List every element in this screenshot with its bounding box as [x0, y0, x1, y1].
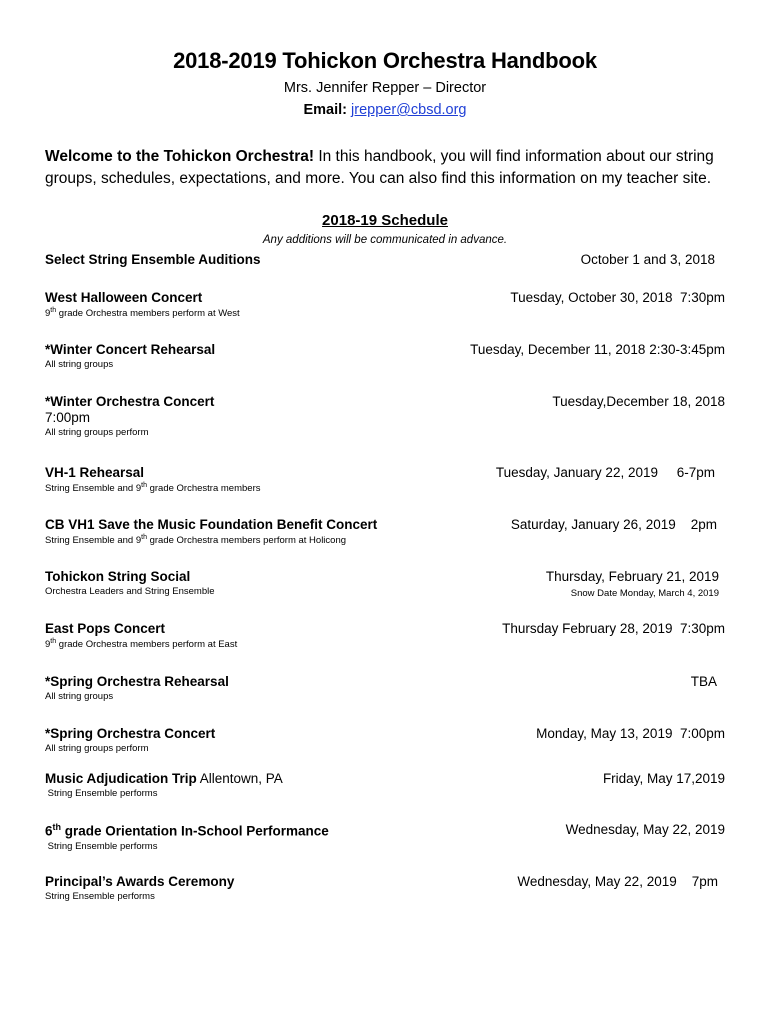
event-item — [45, 465, 725, 494]
event-date: October 1 and 3, 2018 — [580, 252, 715, 267]
event-date: Saturday, January 26, 2019 2pm — [510, 517, 717, 532]
event-detail: All string groups — [45, 359, 114, 370]
event-detail: Orchestra Leaders and String Ensemble — [45, 586, 215, 597]
event-name: VH-1 Rehearsal — [45, 465, 145, 480]
event-time: 7:00pm — [45, 410, 91, 425]
event-date: Wednesday, May 22, 2019 7pm — [517, 874, 718, 889]
event-date: Tuesday, January 22, 2019 6-7pm — [495, 465, 715, 480]
event-item — [45, 342, 725, 370]
event-detail: All string groups — [45, 691, 114, 702]
event-item — [45, 621, 725, 650]
event-item — [45, 674, 725, 702]
event-name: *Spring Orchestra Concert — [45, 726, 216, 741]
director-line: Mrs. Jennifer Repper – Director — [283, 80, 487, 96]
event-item — [45, 290, 725, 319]
event-name: CB VH1 Save the Music Foundation Benefit Concert — [45, 517, 378, 532]
event-date: TBA — [690, 674, 717, 689]
event-item — [45, 252, 725, 267]
event-name: Select String Ensemble Auditions — [45, 252, 261, 267]
event-detail: 9th grade Orchestra members perform at East — [45, 638, 238, 651]
schedule-title: 2018-19 Schedule — [322, 212, 448, 229]
event-item — [45, 874, 725, 902]
event-snow-date: Snow Date Monday, March 4, 2019 — [570, 588, 719, 599]
event-name: *Winter Concert Rehearsal — [45, 342, 216, 357]
event-item — [45, 517, 725, 546]
event-detail: All string groups perform — [45, 427, 149, 438]
event-date: Tuesday, October 30, 2018 7:30pm — [510, 290, 725, 305]
event-date: Thursday, February 21, 2019 — [545, 569, 719, 584]
event-item — [45, 394, 725, 438]
event-name: 6th grade Orientation In-School Performance — [45, 822, 329, 839]
welcome-text: In this handbook, you will find information about our string groups, schedules, expectations, and more. You can also find this information on my teacher site. — [45, 148, 714, 187]
event-item — [45, 822, 725, 852]
email-line — [0, 102, 770, 118]
event-date: Tuesday, December 11, 2018 2:30-3:45pm — [470, 342, 725, 357]
event-detail: String Ensemble and 9th grade Orchestra members — [45, 482, 261, 495]
event-detail: String Ensemble performs — [45, 840, 158, 852]
welcome-paragraph — [45, 146, 725, 190]
event-detail: String Ensemble performs — [45, 891, 155, 902]
event-item — [45, 726, 725, 754]
schedule-note: Any additions will be communicated in advance. — [262, 234, 508, 246]
event-name: *Spring Orchestra Rehearsal — [45, 674, 229, 689]
event-detail: All string groups perform — [45, 743, 149, 754]
event-date: Wednesday, May 22, 2019 — [565, 822, 725, 837]
event-date: Friday, May 17,2019 — [602, 771, 725, 786]
event-date: Thursday February 28, 2019 7:30pm — [502, 621, 725, 636]
event-item — [45, 771, 725, 799]
event-date: Monday, May 13, 2019 7:00pm — [536, 726, 725, 741]
email-label: Email: — [303, 102, 347, 118]
event-name: Music Adjudication Trip Allentown, PA — [45, 771, 283, 786]
email-link[interactable]: jrepper@cbsd.org — [351, 102, 467, 118]
event-item — [45, 569, 725, 597]
document-title: 2018-2019 Tohickon Orchestra Handbook — [173, 48, 597, 73]
welcome-heading: Welcome to the Tohickon Orchestra! — [45, 148, 315, 165]
event-name: *Winter Orchestra Concert — [45, 394, 215, 409]
event-detail: String Ensemble and 9th grade Orchestra members perform at Holicong — [45, 534, 347, 547]
event-date: Tuesday,December 18, 2018 — [552, 394, 725, 409]
event-location: Allentown, PA — [196, 771, 283, 786]
event-name: East Pops Concert — [45, 621, 166, 636]
event-detail: String Ensemble performs — [45, 788, 158, 799]
event-name: Tohickon String Social — [45, 569, 191, 584]
event-name: Principal’s Awards Ceremony — [45, 874, 235, 889]
event-detail: 9th grade Orchestra members perform at West — [45, 307, 240, 320]
event-name: West Halloween Concert — [45, 290, 203, 305]
